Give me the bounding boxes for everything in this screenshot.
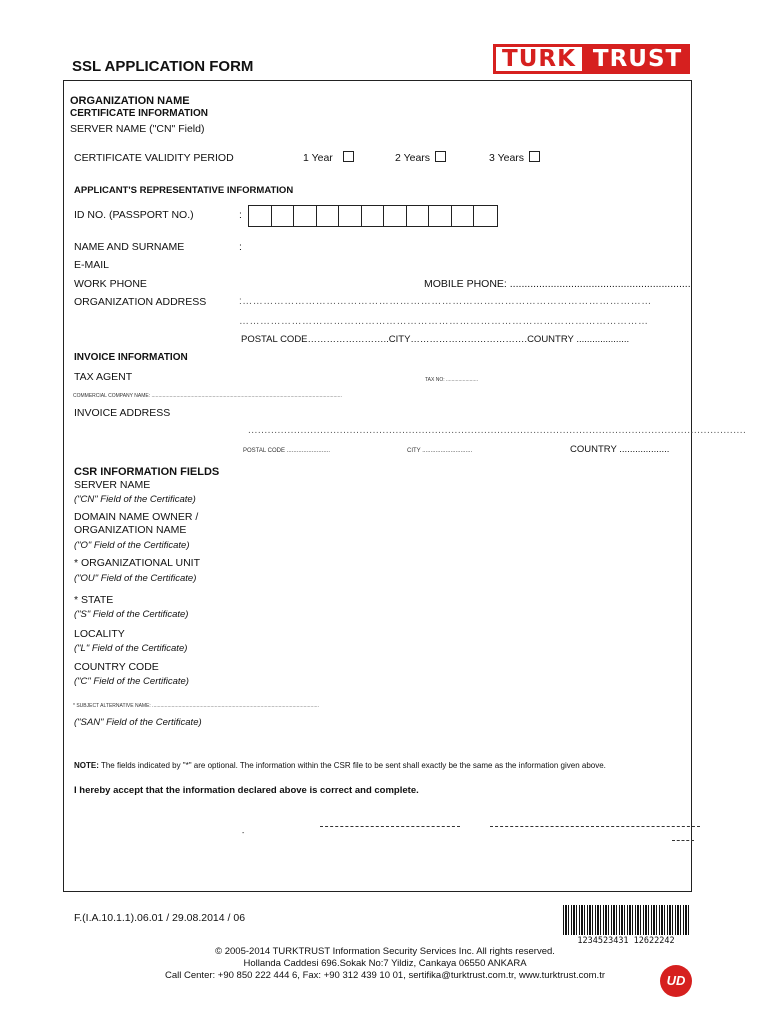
invoice-city-field[interactable]: CITY ..............................	[407, 448, 473, 454]
csr-country-code-note: ("C" Field of the Certificate)	[74, 676, 189, 687]
validity-2-years-checkbox[interactable]	[435, 151, 446, 162]
csr-locality-label: LOCALITY	[74, 628, 125, 640]
validity-2-years-label: 2 Years	[395, 152, 431, 164]
form-frame	[63, 80, 747, 892]
form-code: F.(I.A.10.1.1).06.01 / 29.08.2014 / 06	[74, 912, 246, 924]
logo-trust: TRUST	[585, 44, 690, 74]
postal-city-country-line[interactable]: POSTAL CODE……………………..CITY……………………………….COUNTRY ....................	[241, 334, 630, 345]
csr-country-code-label: COUNTRY CODE	[74, 661, 159, 673]
org-address-line-2[interactable]: ………………………………………………………………………………………………………	[239, 316, 649, 327]
note-text: The fields indicated by "*" are optional. The information within the CSR file to be sent shall exactly be the same as the information given above.	[100, 761, 606, 770]
csr-domain-owner-note: ("O" Field of the Certificate)	[74, 540, 190, 551]
csr-state-note: ("S" Field of the Certificate)	[74, 609, 189, 620]
barcode-number: 1234523431 12622242	[577, 936, 675, 946]
csr-server-name-note: ("CN" Field of the Certificate)	[74, 494, 196, 505]
csr-san-field[interactable]: * SUBJECT ALTERNATIVE NAME: ........................................................................................................................	[73, 703, 319, 709]
name-surname-colon: :	[239, 241, 242, 253]
contact-info: Call Center: +90 850 222 444 6, Fax: +90 312 439 10 01, sertifika@turktrust.com.tr, www.turktrust.com.tr	[165, 970, 605, 981]
validity-1-year-checkbox[interactable]	[343, 151, 354, 162]
id-no-input[interactable]	[248, 205, 498, 227]
small-line	[672, 840, 694, 841]
csr-org-unit-note: ("OU" Field of the Certificate)	[74, 573, 197, 584]
org-address-label: ORGANIZATION ADDRESS	[74, 296, 207, 308]
acceptance-statement: I hereby accept that the information declared above is correct and complete.	[74, 785, 419, 796]
optional-fields-note	[74, 761, 606, 770]
invoice-address-line[interactable]: ........................................................................................................................................................	[248, 425, 747, 436]
note-prefix: NOTE:	[74, 761, 99, 770]
tax-no-field[interactable]: TAX NO: .......................	[425, 377, 478, 383]
email-label: E-MAIL	[74, 259, 110, 271]
logo-turk: TURK	[493, 44, 585, 74]
validity-1-year-label: 1 Year	[303, 152, 333, 164]
org-address-line-1[interactable]: :………………………………………………………………………………………………………	[239, 296, 652, 307]
work-phone-label: WORK PHONE	[74, 278, 147, 290]
signature-line[interactable]	[320, 826, 460, 827]
form-title: SSL APPLICATION FORM	[72, 58, 254, 75]
commercial-name-field[interactable]: COMMERCIAL COMPANY NAME: .........................................................................................................................................	[73, 393, 342, 399]
ud-badge-icon: UD	[660, 965, 692, 997]
org-name-heading: ORGANIZATION NAME	[70, 95, 190, 107]
validity-label: CERTIFICATE VALIDITY PERIOD	[74, 152, 234, 164]
csr-server-name-label: SERVER NAME	[74, 479, 151, 491]
csr-locality-note: ("L" Field of the Certificate)	[74, 643, 188, 654]
turktrust-logo	[493, 44, 689, 74]
server-name-label: SERVER NAME ("CN" Field)	[70, 123, 205, 135]
csr-san-note: ("SAN" Field of the Certificate)	[74, 717, 202, 728]
name-surname-label: NAME AND SURNAME	[74, 241, 185, 253]
cert-info-heading: CERTIFICATE INFORMATION	[70, 108, 208, 119]
barcode	[563, 905, 689, 935]
mobile-phone-field[interactable]: MOBILE PHONE: ..............................................................	[424, 278, 691, 290]
applicant-heading: APPLICANT'S REPRESENTATIVE INFORMATION	[74, 185, 294, 196]
validity-3-years-checkbox[interactable]	[529, 151, 540, 162]
invoice-heading: INVOICE INFORMATION	[74, 352, 188, 363]
tax-agent-label: TAX AGENT	[74, 371, 133, 383]
invoice-postal-field[interactable]: POSTAL CODE ..........................	[243, 448, 331, 454]
company-address: Hollanda Caddesi 696.Sokak No:7 Yildiz, Cankaya 06550 ANKARA	[243, 958, 527, 969]
csr-domain-owner-label-1: DOMAIN NAME OWNER /	[74, 511, 199, 523]
copyright-text: © 2005-2014 TURKTRUST Information Security Services Inc. All rights reserved.	[215, 946, 555, 957]
stamp-line[interactable]	[490, 826, 700, 827]
validity-3-years-label: 3 Years	[489, 152, 525, 164]
csr-state-label: * STATE	[74, 594, 114, 606]
id-no-label: ID NO. (PASSPORT NO.)	[74, 209, 194, 221]
csr-org-unit-label: * ORGANIZATIONAL UNIT	[74, 557, 201, 569]
csr-heading: CSR INFORMATION FIELDS	[74, 466, 220, 478]
date-dash: -	[242, 830, 245, 837]
invoice-country-field[interactable]: COUNTRY ...................	[570, 444, 670, 455]
id-no-colon: :	[239, 209, 242, 221]
csr-domain-owner-label-2: ORGANIZATION NAME	[74, 524, 187, 536]
invoice-address-label: INVOICE ADDRESS	[74, 407, 171, 419]
